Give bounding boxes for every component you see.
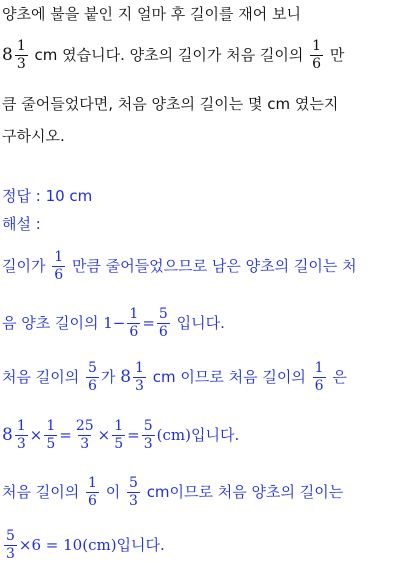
fraction: $\frac{5}{6}$	[88, 360, 97, 394]
mixed-whole: 8	[2, 45, 13, 65]
fraction: $\frac{5}{3}$	[143, 418, 153, 452]
fraction: $\frac{5}{6}$	[158, 306, 168, 340]
question-line-1	[2, 4, 301, 24]
fraction: $\frac{1}{5}$	[46, 418, 56, 452]
question-text-4: 구하시오.	[2, 127, 65, 145]
fraction: $\frac{1}{6}$	[314, 360, 324, 394]
fraction: $\frac{1}{6}$	[88, 475, 97, 509]
explanation-text: 길이가	[2, 257, 46, 275]
math-operator: ×	[97, 426, 111, 444]
explanation-line-6	[2, 528, 165, 563]
math-operator: =	[59, 426, 72, 444]
mixed-whole: 8	[2, 425, 13, 445]
explanation-text: ×6 = 10(cm)입니다.	[18, 536, 165, 554]
fraction: $\frac{5}{3}$	[6, 528, 15, 562]
answer-line	[2, 186, 92, 206]
fraction: $\frac{1}{3}$	[135, 360, 144, 394]
explanation-text: 처음 길이의	[2, 483, 80, 501]
fraction: $\frac{25}{3}$	[75, 418, 94, 452]
explanation-text: 이	[105, 483, 121, 501]
question-text-3: 큼 줄어들었다면, 처음 양초의 길이는 몇 cm 였는지	[2, 95, 339, 113]
question-line-3	[2, 94, 338, 114]
math-operator: =	[142, 314, 155, 332]
explanation-text: (cm)입니다.	[156, 426, 240, 444]
answer-label: 정답 : 10 cm	[2, 187, 93, 205]
explanation-line-2	[2, 306, 225, 341]
explanation-text: 처음 길이의	[2, 368, 80, 386]
explanation-text: 가	[100, 368, 116, 386]
math-expression: 1−	[103, 314, 126, 332]
explanation-label: 해설 :	[2, 215, 41, 233]
explanation-text: 입니다.	[176, 314, 225, 332]
math-operator: ×	[29, 426, 43, 444]
question-line-4	[2, 126, 65, 146]
explanation-text: 음 양초 길이의	[2, 314, 99, 332]
fraction-one-sixth: $\frac{1}{6}$	[312, 38, 322, 72]
explanation-line-5	[2, 475, 343, 510]
question-line-2	[2, 38, 344, 73]
question-text-2-end: 만	[329, 46, 345, 64]
question-text-1: 양초에 불을 붙인 지 얼마 후 길이를 재어 보니	[2, 5, 301, 23]
explanation-text: 만큼 줄어들었으므로 남은 양초의 길이는 처	[71, 257, 357, 275]
fraction: $\frac{5}{3}$	[128, 475, 138, 509]
fraction: $\frac{1}{6}$	[54, 249, 64, 283]
fraction: $\frac{1}{6}$	[129, 306, 139, 340]
explanation-line-3	[2, 360, 347, 395]
fraction-one-third: $\frac{1}{3}$	[16, 38, 26, 72]
math-operator: =	[127, 426, 140, 444]
explanation-line-1	[2, 249, 357, 284]
explanation-text: cm이므로 처음 양초의 길이는	[146, 483, 344, 501]
explanation-text: cm 이므로 처음 길이의	[152, 368, 306, 386]
fraction: $\frac{1}{5}$	[114, 418, 124, 452]
mixed-whole: 8	[120, 367, 132, 387]
question-text-2: cm 였습니다. 양초의 길이가 처음 길이의	[34, 46, 304, 64]
explanation-text: 은	[332, 368, 347, 386]
explanation-line-4	[2, 418, 239, 453]
explanation-label-line	[2, 214, 41, 234]
fraction: $\frac{1}{3}$	[16, 418, 26, 452]
